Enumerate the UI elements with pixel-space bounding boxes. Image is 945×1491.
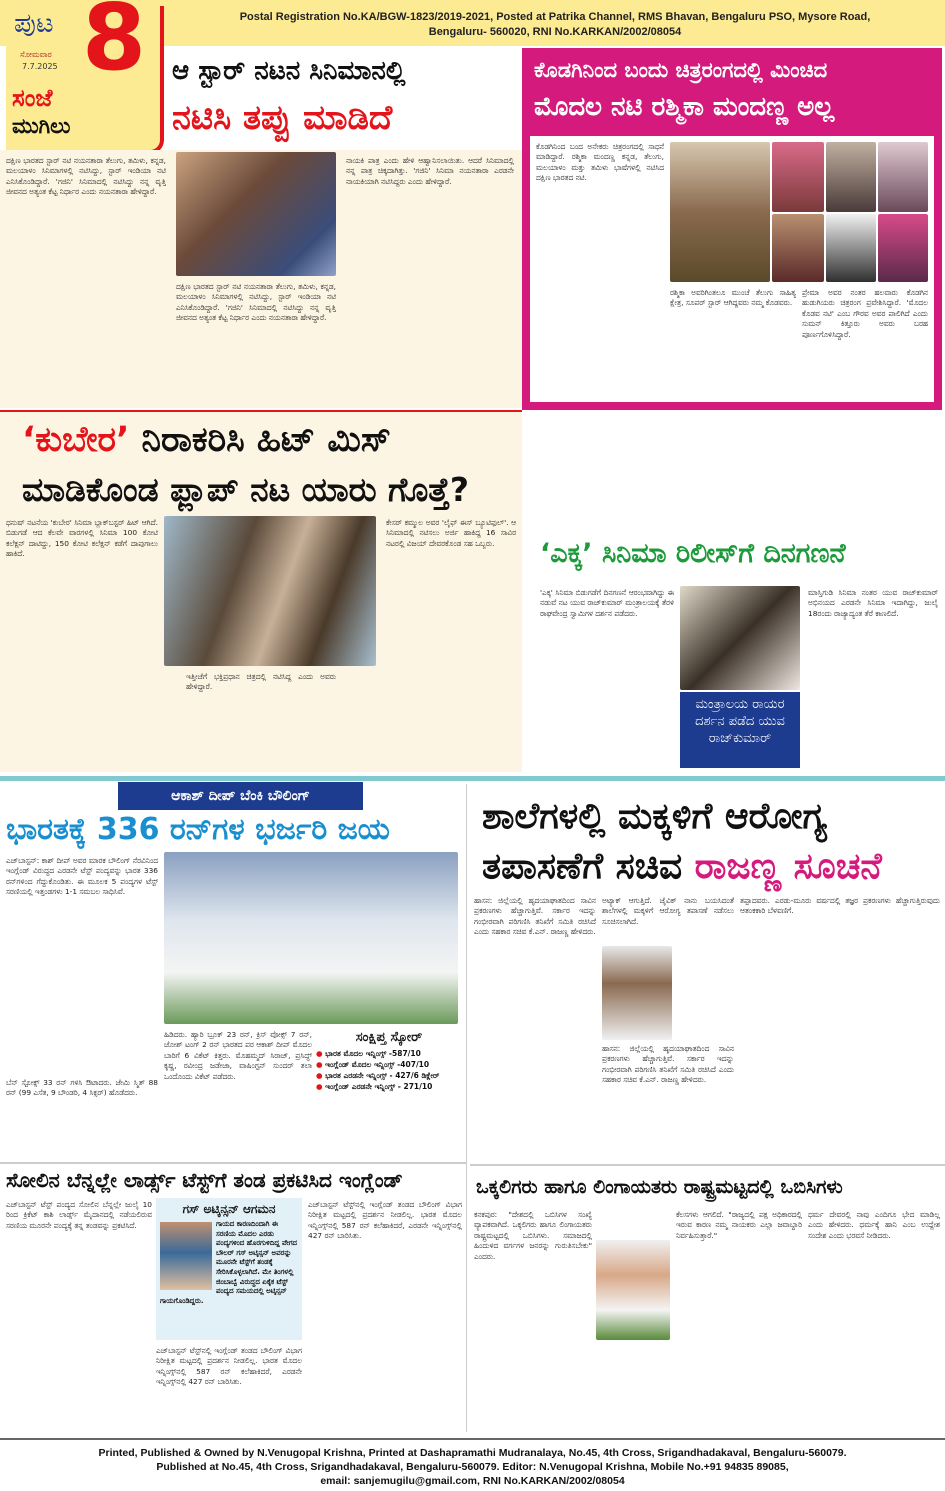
postal-line1: Postal Registration No.KA/BGW-1823/2019-2021, Posted at Patrika Channel, RMS Bhavan, Bengaluru PSO, Mysore Road,	[239, 11, 871, 23]
footer-line1: Printed, Published & Owned by N.Venugopal Krishna, Printed at Dashapramathi Mudranalaya, No.45, 4th Cross, Srigandhadakaval, Bengaluru-560079.	[98, 1447, 847, 1459]
scorecard-line: ● ಭಾರತ ಎರಡನೇ ಇನ್ನಿಂಗ್ಸ್ - 427/6 ಡಿಕ್ಲೇರ್	[316, 1071, 440, 1080]
england-headline: ಸೋಲಿನ ಬೆನ್ನಲ್ಲೇ ಲಾರ್ಡ್ಸ್ ಟೆಸ್ಟ್‌ಗೆ ತಂಡ ಪ್ರಕಟಿಸಿದ ಇಂಗ್ಲೆಂಡ್	[6, 1168, 403, 1192]
ekka-caption-box: ಮಂತ್ರಾಲಯ ರಾಯರ ದರ್ಶನ ಪಡೆದ ಯುವ ರಾಜ್‌ಕುಮಾರ್	[680, 692, 800, 768]
rule	[0, 1162, 466, 1164]
rule	[470, 1164, 945, 1166]
gus-atkinson-box	[156, 1198, 302, 1340]
cricket-kicker: ಆಕಾಶ್ ದೀಪ್ ಬೆಂಕಿ ಬೌಲಿಂಗ್	[118, 782, 363, 810]
school-body-col2b: ಹಾಸನ: ಜಿಲ್ಲೆಯಲ್ಲಿ ಹೃದಯಾಘಾತದಿಂದ ಸಾವಿನ ಪ್ರಕರಣಗಳು ಹೆಚ್ಚಾಗುತ್ತಿವೆ. ಸರ್ಕಾರ ಇದನ್ನು ಗಂಭೀರವಾಗಿ ಪರಿಗಣಿಸಿ ತನಿಖೆಗೆ ಸಮಿತಿ ರಚಿಸಿದೆ ಎಂದು ಸಹಕಾರ ಸಚಿವ ಕೆ.ಎನ್. ರಾಜಣ್ಣ ಹೇಳಿದರು.	[602, 1044, 734, 1085]
gus-atkinson-photo	[160, 1222, 212, 1290]
ekka-body-col1: 'ಎಕ್ಕ' ಸಿನಿಮಾ ಬಿಡುಗಡೆಗೆ ದಿನಗಣನೆ ಆರಂಭವಾಗಿದ್ದು ಈ ನಡುವೆ ನಟ ಯುವ ರಾಜ್‌ಕುಮಾರ್ ಮಂತ್ರಾಲಯಕ್ಕೆ ತೆರಳಿ ರಾಘವೇಂದ್ರ ಸ್ವಾಮಿಗಳ ದರ್ಶನ ಪಡೆದರು.	[540, 588, 674, 618]
cricket-headline: ಭಾರತಕ್ಕೆ 336 ರನ್‌ಗಳ ಭರ್ಜರಿ ಜಯ	[6, 812, 390, 847]
england-body-col1: ಎಜ್‌ಬಾಸ್ಟನ್ ಟೆಸ್ಟ್ ಪಂದ್ಯದ ಸೋಲಿನ ಬೆನ್ನಲ್ಲೇ ಜುಲೈ 10 ರಿಂದ ಕ್ರಿಕೆಟ್ ಕಾಶಿ ಲಾರ್ಡ್ಸ್ ಮೈದಾನದಲ್ಲಿ ನಡೆಯಲಿರುವ ಸರಣಿಯ ಮೂರನೇ ಪಂದ್ಯಕ್ಕೆ ತನ್ನ ತಂಡವನ್ನು ಪ್ರಕಟಿಸಿದೆ.	[6, 1200, 152, 1230]
rashmika-body-col3: ಪ್ರೇಮಾ ಅವರ ನಂತರ ಹಲವಾರು ಕೊಡಗಿನ ಹುಡುಗಿಯರು ಚಿತ್ರರಂಗ ಪ್ರವೇಶಿಸಿದ್ದಾರೆ. 'ಮೊದಲ ಕೊಡವ ನಟಿ' ಎಂಬ ಗೌರವ ಅವರ ಪಾಲಿಗಿದೆ ಎಂದು ಸುಮನ್ ಕಿತ್ತೂರು ಅವರು ಬರಹ ಪೂರ್ಣಗೊಳಿಸಿದ್ದಾರೆ.	[802, 288, 928, 339]
vertical-rule	[466, 784, 467, 1432]
star-body-col2: ನಾಯಕಿ ಪಾತ್ರ ಎಂದು ಹೇಳಿ ಆಹ್ವಾನಿಸಲಾಯಿತು. ಆದರೆ ಸಿನಿಮಾದಲ್ಲಿ ನನ್ನ ಪಾತ್ರ ಚಿಕ್ಕದಾಗಿತ್ತು. 'ಗಜಿನಿ' ಸಿನಿಮಾ ನಯನತಾರಾ ಎರಡನೇ ನಾಯಕಿಯಾಗಿ ನಟಿಸಿದ್ದರು ಎಂದು ಹೇಳಿದ್ದಾರೆ.	[346, 156, 514, 186]
scorecard-line: ● ಭಾರತ ಮೊದಲ ಇನ್ನಿಂಗ್ಸ್ -587/10	[316, 1049, 421, 1058]
cricket-body-p3: ಹಿಡಿದರು. ಹ್ಯಾರಿ ಬ್ರೂಕ್ 23 ರನ್, ಕ್ರಿಸ್ ವೋಕ್ಸ್ 7 ರನ್, ಜೋಶ್ ಟಂಗ್ 2 ರನ್	[164, 1030, 312, 1050]
paper-name-line1: ಸಂಜೆ	[12, 84, 53, 112]
rashmika-body-col1: ಕೊಡಗಿನಿಂದ ಬಂದ ಅನೇಕರು ಚಿತ್ರರಂಗದಲ್ಲಿ ಸಾಧನೆ ಮಾಡಿದ್ದಾರೆ. ರಶ್ಮಿಕಾ ಮಂದಣ್ಣ ಕನ್ನಡ, ತೆಲುಗು, ಮಲಯಾಳಂ ಮತ್ತು ತಮಿಳು ಭಾಷೆಗಳಲ್ಲಿ ನಟಿಸಿದ ದಕ್ಷಿಣ ಭಾರತದ ನಟಿ.	[536, 142, 664, 183]
rashmika-headline2: ಮೊದಲ ನಟಿ ರಶ್ಮಿಕಾ ಮಂದಣ್ಣ ಅಲ್ಲ	[534, 92, 835, 122]
star-body-col1: ದಕ್ಷಿಣ ಭಾರತದ ಸ್ಟಾರ್ ನಟಿ ನಯನತಾರಾ ತೆಲುಗು, ತಮಿಳು, ಕನ್ನಡ, ಮಲಯಾಳಂ ಸಿನಿಮಾಗಳಲ್ಲಿ ನಟಿಸಿದ್ದು, ಸ್ಟಾರ್ ಇಂಡಿಯಾ ನಟಿ ಎನಿಸಿಕೊಂಡಿದ್ದಾರೆ. 'ಗಜಿನಿ' ಸಿನಿಮಾದಲ್ಲಿ ನಟಿಸಿದ್ದು ನನ್ನ ವೃತ್ತಿ ಜೀವನದ ಅತ್ಯಂತ ಕೆಟ್ಟ ನಿರ್ಧಾರ ಎಂದು ನಯನತಾರಾ ಹೇಳಿದ್ದಾರೆ.	[6, 156, 166, 197]
minister-rajanna-photo	[602, 946, 672, 1040]
okkaliga-body-col1: ಕನಕಪುರ: "ದೇಶದಲ್ಲಿ ಒಬಿಸಿಗಳ ಸಂಖ್ಯೆ ವ್ಯಾಪಕವಾಗಿದೆ. ಒಕ್ಕಲಿಗರು ಹಾಗೂ ಲಿಂಗಾಯತರು ರಾಷ್ಟ್ರಮಟ್ಟದಲ್ಲಿ ಒಬಿಸಿಗಳು. ಸಮಾಜದಲ್ಲಿ ಹಿಂದುಳಿದ ವರ್ಗಗಳ ಜನರನ್ನು ಗುರುತಿಸಬೇಕು" ಎಂದರು.	[474, 1210, 592, 1261]
school-headline1: ಶಾಲೆಗಳಲ್ಲಿ ಮಕ್ಕಳಿಗೆ ಆರೋಗ್ಯ	[482, 796, 827, 837]
kubera-headline1	[22, 420, 391, 460]
actresses-photo-2	[826, 142, 876, 212]
ekka-headline: ‘ಎಕ್ಕ’ ಸಿನಿಮಾ ರಿಲೀಸ್‌ಗೆ ದಿನಗಣನೆ	[540, 538, 846, 569]
cricket-body-col1b: ಬೆನ್ ಸ್ಟೋಕ್ಸ್ 33 ರನ್ ಗಳಿಸಿ ಔಟಾದರು. ಜೇಮಿ ಸ್ಮಿತ್ 88 ರನ್ (99 ಎಸೆತ, 9 ಬೌಂಡರಿ, 4 ಸಿಕ್ಸರ್) ಹೊಡೆದರು.	[6, 1078, 158, 1098]
kubera-headline1-rest: ನಿರಾಕರಿಸಿ ಹಿಟ್ ಮಿಸ್	[129, 420, 391, 460]
school-body-col2a: ಅಟ್ಯಾಕ್ ಆಗುತ್ತಿದೆ. ಜೈವಿಕ್ ನಾನು ಬಯಸಿದಂತೆ ಶಾಲೆಗಳಲ್ಲಿ ಮಕ್ಕಳಿಗೆ ಆರೋಗ್ಯ ತಪಾಸಣೆ ನಡೆಸಲು ಸೂಚಿಸಲಾಗಿದೆ.	[602, 896, 734, 926]
postal-line2: Bengaluru- 560020, RNI No.KARKAN/2002/08054	[428, 26, 682, 38]
footer-line3: email: sanjemugilu@gmail.com, RNI No.KARKAN/2002/08054	[320, 1475, 625, 1487]
yuva-rajkumar-photo	[680, 586, 800, 690]
issue-date: 7.7.2025	[22, 62, 58, 71]
footer-rule	[0, 1438, 945, 1440]
section-divider	[0, 776, 945, 781]
kubera-quoted: ‘ಕುಬೇರ’	[22, 420, 130, 460]
cricket-body-p4: ಭಾರತದ ಪರ ಆಕಾಶ್ ದೀಪ್ ಮೊದಲ ಬಾರಿಗೆ 6 ವಿಕೆಟ್ ಕಿತ್ತರು. ಮೊಹಮ್ಮದ್ ಸಿರಾಜ್, ಪ್ರಸಿದ್ಧ್ ಕೃಷ್ಣ, ರವೀಂದ್ರ ಜಡೇಜಾ, ವಾಷಿಂಗ್ಟನ್ ಸುಂದರ್ ತಲಾ ಒಂದೊಂದು ವಿಕೆಟ್ ಪಡೆದರು.	[164, 1040, 312, 1081]
school-headline-red: ರಾಜಣ್ಣ ಸೂಚನೆ	[694, 846, 882, 887]
nayanthara-photo	[176, 152, 336, 276]
cricket-team-photo	[164, 852, 458, 1024]
page-number: 8	[82, 0, 147, 91]
okkaliga-body-col3: ಧರ್ಮ ದೇವರಲ್ಲಿ ನಾವು ಎಂದಿಗೂ ಭೇದ ಮಾಡಿಲ್ಲ ಎಂದು ಹೇಳಿದರು. ಧರ್ಮಕ್ಕೆ ಹಾನಿ ಎಂಬ ಉದ್ದೇಶ ಸಂದೇಶ ಎಂದು ಭರವಸೆ ನೀಡಿದರು.	[808, 1210, 940, 1240]
okkaliga-body-col2: ಕೆಲಸಗಳು ಆಗಲಿದೆ. "ರಾಜ್ಯದಲ್ಲಿ ಪಕ್ಷ ಅಧಿಕಾರದಲ್ಲಿ ಇರುವ ಕಾರಣ ನಮ್ಮ ನಾಯಕರು ಎಲ್ಲಾ ಜವಾಬ್ದಾರಿ ನಿರ್ವಹಿಸುತ್ತಾರೆ."	[676, 1210, 802, 1240]
page-word: ಪುಟ	[14, 8, 54, 39]
actresses-photo-4	[772, 214, 824, 282]
star-headline2: ನಟಿಸಿ ತಪ್ಪು ಮಾಡಿದೆ	[172, 98, 393, 138]
cricket-body-col2	[164, 1030, 312, 1158]
weekday: ಸೋಮವಾರ	[20, 50, 52, 59]
ekka-body-col2: ಮಾಸ್ತಿಗುಡಿ ಸಿನಿಮಾ ನಂತರ ಯುವ ರಾಜ್‌ಕುಮಾರ್ ಅಭಿನಯದ ಎರಡನೇ ಸಿನಿಮಾ ಇದಾಗಿದ್ದು, ಜುಲೈ 18ರಂದು ರಾಜ್ಯಾದ್ಯಂತ ತೆರೆ ಕಾಣಲಿದೆ.	[808, 588, 938, 618]
scorecard-title: ಸಂಕ್ಷಿಪ್ತ ಸ್ಕೋರ್	[355, 1030, 423, 1045]
england-body-col2: ಎಜ್‌ಬಾಸ್ಟನ್ ಟೆಸ್ಟ್‌ನಲ್ಲಿ ಇಂಗ್ಲೆಂಡ್ ತಂಡದ ಬೌಲಿಂಗ್ ವಿಭಾಗ ನಿರೀಕ್ಷಿತ ಮಟ್ಟದಲ್ಲಿ ಪ್ರದರ್ಶನ ನೀಡಲಿಲ್ಲ. ಭಾರತ ಮೊದಲ ಇನ್ನಿಂಗ್ಸ್‌ನಲ್ಲಿ 587 ರನ್ ಕಲೆಹಾಕಿದರೆ, ಎರಡನೇ ಇನ್ನಿಂಗ್ಸ್‌ನಲ್ಲಿ 427 ರನ್ ಬಾರಿಸಿತು.	[156, 1346, 302, 1387]
scorecard-line: ● ಇಂಗ್ಲೆಂಡ್ ಎರಡನೇ ಇನ್ನಿಂಗ್ಸ್ - 271/10	[316, 1082, 433, 1091]
star-headline1: ಆ ಸ್ಟಾರ್ ನಟನ ಸಿನಿಮಾನಲ್ಲಿ	[172, 56, 406, 86]
actresses-photo-5	[826, 214, 876, 282]
rashmika-photo	[670, 142, 770, 282]
scorecard-line: ● ಇಂಗ್ಲೆಂಡ್ ಮೊದಲ ಇನ್ನಿಂಗ್ಸ್ -407/10	[316, 1060, 430, 1069]
footer-imprint	[0, 1446, 945, 1488]
footer-line2: Published at No.45, 4th Cross, Srigandhadakaval, Bengaluru-560079. Editor: N.Venugopal Krishna, Mobile No.+91 94835 89085,	[156, 1461, 789, 1473]
england-body-col3: ಎಜ್‌ಬಾಸ್ಟನ್ ಟೆಸ್ಟ್‌ನಲ್ಲಿ ಇಂಗ್ಲೆಂಡ್ ತಂಡದ ಬೌಲಿಂಗ್ ವಿಭಾಗ ನಿರೀಕ್ಷಿತ ಮಟ್ಟದಲ್ಲಿ ಪ್ರದರ್ಶನ ನೀಡಲಿಲ್ಲ. ಭಾರತ ಮೊದಲ ಇನ್ನಿಂಗ್ಸ್‌ನಲ್ಲಿ 587 ರನ್ ಕಲೆಹಾಕಿದರೆ, ಎರಡನೇ ಇನ್ನಿಂಗ್ಸ್‌ನಲ್ಲಿ 427 ರನ್ ಬಾರಿಸಿತು.	[308, 1200, 462, 1241]
postal-registration	[170, 10, 940, 40]
rashmika-body-col2: ರಶ್ಮಿಕಾ ಅವರಿಗಿಂತಲೂ ಮುಂಚೆ ತೆಲುಗು ಸಾಹಿತ್ಯ ಕ್ಷೇತ್ರ, ಸೂಪರ್ ಸ್ಟಾರ್ ಆಗಿದ್ದವರು ನಮ್ಮ ಕೊಡವರು.	[670, 288, 796, 308]
okkaliga-headline: ಒಕ್ಕಲಿಗರು ಹಾಗೂ ಲಿಂಗಾಯತರು ರಾಷ್ಟ್ರಮಟ್ಟದಲ್ಲಿ ಒಬಿಸಿಗಳು	[476, 1176, 843, 1198]
paper-name-line2: ಮುಗಿಲು	[12, 114, 71, 138]
gus-box-title: ಗಸ್ ಅಟ್ಕಿನ್ಸನ್ ಆಗಮನ	[182, 1202, 276, 1216]
kubera-body-col1: ಧನುಷ್ ನಟನೆಯ 'ಕುಬೇರ' ಸಿನಿಮಾ ಬ್ಲಾಕ್‌ಬಸ್ಟರ್ ಹಿಟ್ ಆಗಿದೆ. ಬಿಡುಗಡೆ ಆದ ಕೆಲವೇ ವಾರಗಳಲ್ಲಿ ಸಿನಿಮಾ 100 ಕೋಟಿ ಕಲೆಕ್ಷನ್ ದಾಟಿದ್ದು, 150 ಕೋಟಿ ಕಲೆಕ್ಷನ್ ಕಡೆಗೆ ದಾಪುಗಾಲು ಹಾಕಿದೆ.	[6, 518, 158, 559]
kubera-body-col3: ಕೇಸರ್ ಕಮ್ಮುಲ ಅವರ 'ಲೈಫ್ ಈಸ್ ಬ್ಯೂಟಿಫುಲ್'. ಆ ಸಿನಿಮಾದಲ್ಲಿ ನಟಿಸಲು ಅರ್ಜಿ ಹಾಕಿದ್ದ 16 ಸಾವಿರ ನಟರಲ್ಲಿ ವಿಜಯ್ ದೇವರಕೊಂಡ ಸಹ ಒಬ್ಬರು.	[386, 518, 516, 548]
school-body-col3: ತಪ್ಪಾದವರು. ಎರಡು-ಮೂರು ವರ್ಷದಲ್ಲಿ ತಜ್ಞರ ಪ್ರಕರಣಗಳು ಹೆಚ್ಚಾಗುತ್ತಿರುವುದು ಆತಂಕಕಾರಿ ಬೆಳವಣಿಗೆ.	[740, 896, 940, 916]
kubera-body-col2: ಇತ್ತೀಚೆಗೆ ಭಕ್ತಿಪ್ರಧಾನ ಚಿತ್ರದಲ್ಲಿ ನಟಿಸಿದ್ದ ಎಂದು ಅವರು ಹೇಳಿದ್ದಾರೆ.	[186, 672, 336, 692]
school-body-col1: ಹಾಸನ: ಜಿಲ್ಲೆಯಲ್ಲಿ ಹೃದಯಾಘಾತದಿಂದ ಸಾವಿನ ಪ್ರಕರಣಗಳು ಹೆಚ್ಚಾಗುತ್ತಿವೆ. ಸರ್ಕಾರ ಇದನ್ನು ಗಂಭೀರವಾಗಿ ಪರಿಗಣಿಸಿ ತನಿಖೆಗೆ ಸಮಿತಿ ರಚಿಸಿದೆ ಎಂದು ಸಹಕಾರ ಸಚಿವ ಕೆ.ಎನ್. ರಾಜಣ್ಣ ಹೇಳಿದರು.	[474, 896, 596, 937]
actresses-photo-3	[878, 142, 928, 212]
star-body-col3: ದಕ್ಷಿಣ ಭಾರತದ ಸ್ಟಾರ್ ನಟಿ ನಯನತಾರಾ ತೆಲುಗು, ತಮಿಳು, ಕನ್ನಡ, ಮಲಯಾಳಂ ಸಿನಿಮಾಗಳಲ್ಲಿ ನಟಿಸಿದ್ದು, ಸ್ಟಾರ್ ಇಂಡಿಯಾ ನಟಿ ಎನಿಸಿಕೊಂಡಿದ್ದಾರೆ. 'ಗಜಿನಿ' ಸಿನಿಮಾದಲ್ಲಿ ನಟಿಸಿದ್ದು ನನ್ನ ವೃತ್ತಿ ಜೀವನದ ಅತ್ಯಂತ ಕೆಟ್ಟ ನಿರ್ಧಾರ ಎಂದು ನಯನತಾರಾ ಹೇಳಿದ್ದಾರೆ.	[176, 282, 336, 323]
scorecard	[316, 1030, 462, 1092]
actresses-photo-1	[772, 142, 824, 212]
cricket-body-col1: ಎಜ್‌ಬಾಸ್ಟನ್: ಕಾಶ್ ದೀಪ್ ಅವರ ಮಾರಕ ಬೌಲಿಂಗ್ ನೆರವಿನಿಂದ ಇಂಗ್ಲೆಂಡ್ ವಿರುದ್ಧದ ಎರಡನೇ ಟೆಸ್ಟ್ ಪಂದ್ಯವನ್ನು ಭಾರತ 336 ರನ್‌ಗಳಿಂದ ಗೆದ್ದುಕೊಂಡಿತು. ಈ ಮೂಲಕ 5 ಪಂದ್ಯಗಳ ಟೆಸ್ಟ್ ಸರಣಿಯಲ್ಲಿ ಇತ್ತಂಡಗಳು 1-1 ಸಮಬಲ ಸಾಧಿಸಿವೆ.	[6, 856, 158, 897]
actresses-photo-6	[878, 214, 928, 282]
kubera-poster	[164, 516, 376, 666]
kubera-headline2: ಮಾಡಿಕೊಂಡ ಫ್ಲಾಪ್ ನಟ ಯಾರು ಗೊತ್ತೆ?	[22, 470, 470, 509]
gus-box-body: ಗಾಯದ ಕಾರಣದಿಂದಾಗಿ ಈ ಸರಣಿಯ ಮೊದಲ ಎರಡು ಪಂದ್ಯಗಳಿಂದ ಹೊರಗುಳಿದಿದ್ದ ವೇಗದ ಬೌಲರ್ ಗಸ್ ಅಟ್ಕಿನ್ಸನ್ ಅವರನ್ನು ಮೂರನೇ ಟೆಸ್ಟ್‌ಗೆ ತಂಡಕ್ಕೆ ಸೇರಿಸಿಕೊಳ್ಳಲಾಗಿದೆ. ಮೇ ತಿಂಗಳಲ್ಲಿ ಜಿಂಬಾಬ್ವೆ ವಿರುದ್ಧದ ಏಕೈಕ ಟೆಸ್ಟ್ ಪಂದ್ಯದ ಸಮಯದಲ್ಲಿ ಅಟ್ಕಿನ್ಸನ್ ಗಾಯಗೊಂಡಿದ್ದರು.	[160, 1220, 298, 1305]
rashmika-headline1: ಕೊಡಗಿನಿಂದ ಬಂದು ಚಿತ್ರರಂಗದಲ್ಲಿ ಮಿಂಚಿದ	[534, 58, 828, 82]
school-headline2: ತಪಾಸಣೆಗೆ ಸಚಿವ ರಾಜಣ್ಣ ಸೂಚನೆ	[482, 846, 882, 887]
politician-photo	[596, 1240, 670, 1340]
